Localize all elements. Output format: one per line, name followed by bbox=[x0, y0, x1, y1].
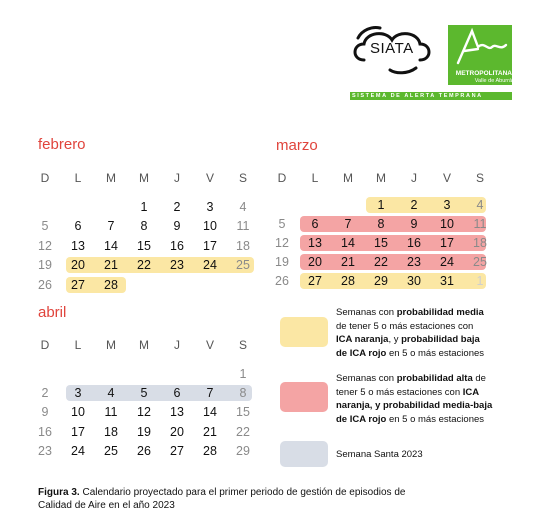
day-header: D bbox=[40, 171, 50, 185]
day-header: M bbox=[376, 171, 386, 185]
day-cell: 17 bbox=[203, 239, 217, 253]
day-cell: 11 bbox=[236, 219, 250, 233]
day-cell: 6 bbox=[311, 217, 319, 231]
day-cell: 28 bbox=[203, 444, 217, 458]
day-cell: 27 bbox=[308, 274, 322, 288]
day-cell: 26 bbox=[137, 444, 151, 458]
day-header: S bbox=[475, 171, 484, 185]
day-cell: 23 bbox=[407, 255, 421, 269]
day-header: V bbox=[442, 171, 451, 185]
day-cell: 8 bbox=[140, 219, 148, 233]
day-cell: 15 bbox=[236, 405, 250, 419]
day-cell: 19 bbox=[38, 258, 52, 272]
day-header: M bbox=[139, 338, 149, 352]
day-header: M bbox=[343, 171, 353, 185]
day-header: L bbox=[311, 171, 319, 185]
figure-caption: Figura 3. Calendario proyectado para el primer periodo de gestión de episodios de Calidad de Aire en el año 2023 bbox=[38, 487, 406, 511]
day-cell: 13 bbox=[308, 236, 322, 250]
day-cell: 3 bbox=[206, 200, 214, 214]
day-cell: 6 bbox=[173, 386, 181, 400]
day-cell: 3 bbox=[74, 386, 82, 400]
day-cell: 16 bbox=[38, 425, 52, 439]
day-cell: 11 bbox=[104, 405, 118, 419]
day-cell: 12 bbox=[137, 405, 151, 419]
day-cell: 14 bbox=[104, 239, 118, 253]
legend-gray-text: Semana Santa 2023 bbox=[336, 449, 423, 460]
day-cell: 20 bbox=[71, 258, 85, 272]
legend-red-text: Semanas con probabilidad alta de tener 5 o más estaciones con ICA naranja, y probabilidad media-baja de ICA rojo en 5 o más estaciones bbox=[336, 373, 493, 425]
day-cell: 16 bbox=[170, 239, 184, 253]
day-cell: 14 bbox=[203, 405, 217, 419]
day-cell: 19 bbox=[275, 255, 289, 269]
day-cell: 16 bbox=[407, 236, 421, 250]
day-header: D bbox=[40, 338, 50, 352]
day-cell: 5 bbox=[41, 219, 49, 233]
day-cell: 1 bbox=[377, 198, 385, 212]
day-cell: 25 bbox=[473, 255, 487, 269]
month-title-february: febrero bbox=[38, 136, 86, 153]
area-valle-label: Valle de Aburrá bbox=[474, 78, 512, 84]
day-cell: 1 bbox=[239, 367, 247, 381]
day-cell: 28 bbox=[341, 274, 355, 288]
month-title-march: marzo bbox=[276, 137, 318, 154]
day-cell: 17 bbox=[71, 425, 85, 439]
day-cell: 2 bbox=[410, 198, 418, 212]
day-header: V bbox=[205, 338, 214, 352]
day-header: M bbox=[106, 338, 116, 352]
area-metro-label: METROPOLITANA bbox=[455, 70, 512, 77]
day-header: V bbox=[205, 171, 214, 185]
day-cell: 7 bbox=[107, 219, 115, 233]
day-cell: 22 bbox=[137, 258, 151, 272]
day-header: L bbox=[74, 338, 82, 352]
day-cell: 22 bbox=[236, 425, 250, 439]
day-header: J bbox=[174, 338, 180, 352]
day-header: D bbox=[277, 171, 287, 185]
tagline: SISTEMA DE ALERTA TEMPRANA bbox=[352, 93, 483, 99]
day-cell: 17 bbox=[440, 236, 454, 250]
day-cell: 27 bbox=[170, 444, 184, 458]
day-cell: 10 bbox=[203, 219, 217, 233]
day-cell: 12 bbox=[275, 236, 289, 250]
day-cell: 30 bbox=[407, 274, 421, 288]
month-title-april: abril bbox=[38, 304, 67, 321]
siata-wordmark: SIATA bbox=[370, 40, 414, 57]
day-cell: 18 bbox=[473, 236, 487, 250]
day-cell: 19 bbox=[137, 425, 151, 439]
day-cell: 7 bbox=[206, 386, 214, 400]
day-cell: 21 bbox=[341, 255, 355, 269]
day-cell: 9 bbox=[173, 219, 181, 233]
day-header: S bbox=[238, 171, 247, 185]
day-cell: 22 bbox=[374, 255, 388, 269]
day-header: M bbox=[106, 171, 116, 185]
day-cell: 13 bbox=[71, 239, 85, 253]
day-cell: 20 bbox=[308, 255, 322, 269]
day-cell: 26 bbox=[38, 278, 52, 292]
day-cell: 7 bbox=[344, 217, 352, 231]
day-header: L bbox=[74, 171, 82, 185]
day-header: S bbox=[238, 338, 247, 352]
day-cell: 28 bbox=[104, 278, 118, 292]
day-cell: 1 bbox=[476, 274, 484, 288]
day-cell: 4 bbox=[107, 386, 115, 400]
day-cell: 2 bbox=[41, 386, 49, 400]
day-cell: 9 bbox=[410, 217, 418, 231]
day-cell: 8 bbox=[239, 386, 247, 400]
day-cell: 5 bbox=[278, 217, 286, 231]
day-cell: 25 bbox=[104, 444, 118, 458]
day-cell: 13 bbox=[170, 405, 184, 419]
day-cell: 23 bbox=[170, 258, 184, 272]
day-cell: 29 bbox=[236, 444, 250, 458]
day-cell: 9 bbox=[41, 405, 49, 419]
area-script-icon bbox=[448, 25, 512, 69]
day-cell: 14 bbox=[341, 236, 355, 250]
day-cell: 18 bbox=[104, 425, 118, 439]
day-cell: 31 bbox=[440, 274, 454, 288]
day-cell: 10 bbox=[71, 405, 85, 419]
day-cell: 1 bbox=[140, 200, 148, 214]
day-cell: 15 bbox=[374, 236, 388, 250]
day-cell: 20 bbox=[170, 425, 184, 439]
legend-yellow-text: Semanas con probabilidad media de tener 5 o más estaciones con ICA naranja, y probabilidad baja de ICA rojo en 5 o más estaciones bbox=[336, 307, 485, 359]
day-cell: 27 bbox=[71, 278, 85, 292]
legend-swatch-red bbox=[280, 382, 328, 412]
day-cell: 24 bbox=[203, 258, 217, 272]
day-cell: 2 bbox=[173, 200, 181, 214]
day-cell: 25 bbox=[236, 258, 250, 272]
day-cell: 12 bbox=[38, 239, 52, 253]
day-cell: 26 bbox=[275, 274, 289, 288]
day-header: M bbox=[139, 171, 149, 185]
day-cell: 8 bbox=[377, 217, 385, 231]
day-cell: 6 bbox=[74, 219, 82, 233]
day-cell: 24 bbox=[71, 444, 85, 458]
day-cell: 4 bbox=[476, 198, 484, 212]
day-cell: 11 bbox=[473, 217, 487, 231]
day-cell: 29 bbox=[374, 274, 388, 288]
day-cell: 5 bbox=[140, 386, 148, 400]
day-cell: 4 bbox=[239, 200, 247, 214]
day-cell: 15 bbox=[137, 239, 151, 253]
day-cell: 23 bbox=[38, 444, 52, 458]
day-cell: 10 bbox=[440, 217, 454, 231]
day-cell: 21 bbox=[104, 258, 118, 272]
day-cell: 3 bbox=[443, 198, 451, 212]
day-cell: 21 bbox=[203, 425, 217, 439]
legend-swatch-gray bbox=[280, 441, 328, 467]
day-header: J bbox=[174, 171, 180, 185]
legend-swatch-yellow bbox=[280, 317, 328, 347]
day-cell: 24 bbox=[440, 255, 454, 269]
day-header: J bbox=[411, 171, 417, 185]
day-cell: 18 bbox=[236, 239, 250, 253]
